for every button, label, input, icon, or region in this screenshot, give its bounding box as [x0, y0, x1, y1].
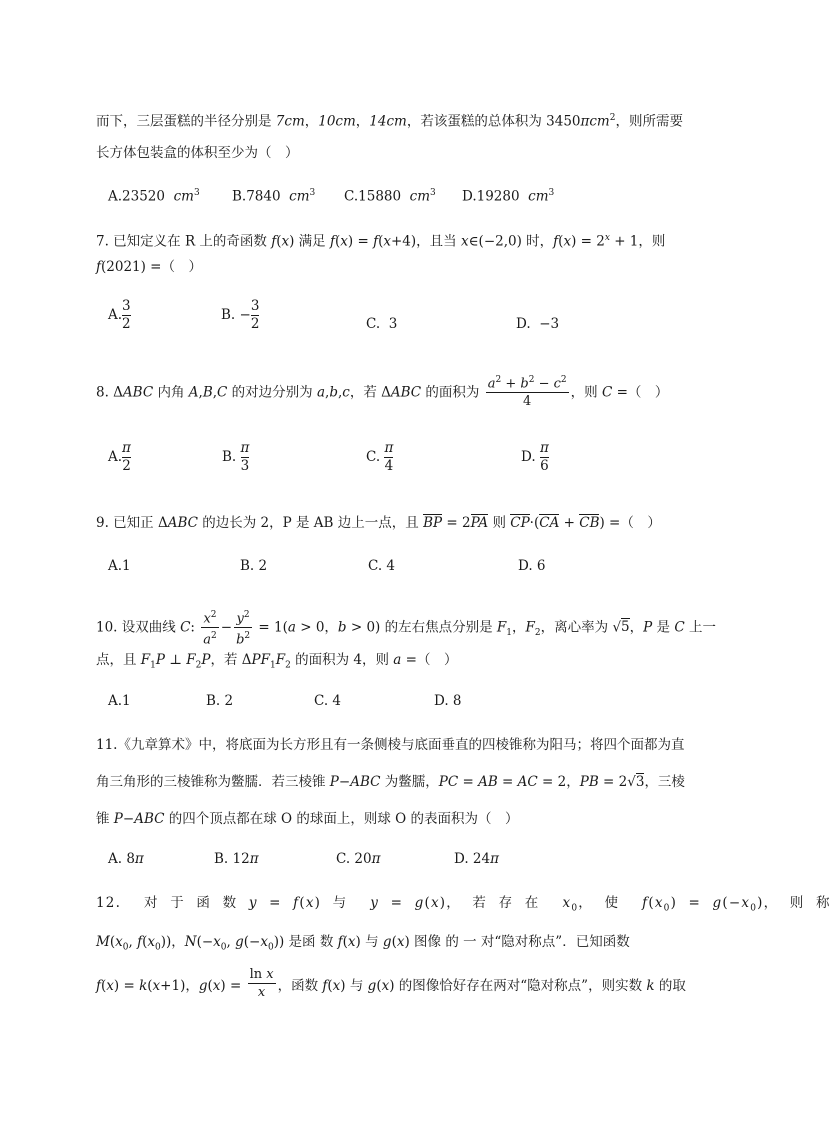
q11-line2: 角三角形的三棱锥称为鳖臑．若三棱锥 P−ABC 为鳖臑，PC = AB = AC = 2，PB = 2√3，三棱: [96, 774, 685, 790]
q6-option-b[interactable]: B.7840 $cm^3$: [232, 188, 316, 205]
q9-stem: 9. 已知正 ΔABC 的边长为 2，P 是 AB 边上一点，且 BP = 2PA 则 CP·(CA + CB) =（ ）: [96, 515, 661, 531]
q11-option-c[interactable]: C. 20π: [336, 851, 381, 867]
q8-option-a[interactable]: A. $\frac{\pi}{2}$: [108, 440, 131, 474]
q7-option-b[interactable]: B. − $\frac{3}{2}$: [221, 298, 260, 332]
q9-option-a[interactable]: A.1: [108, 558, 131, 574]
q6-option-d[interactable]: D.19280 $cm^3$: [462, 188, 555, 205]
q11-option-d[interactable]: D. 24π: [454, 851, 499, 867]
q10-option-b[interactable]: B. 2: [206, 693, 234, 709]
q11-line3: 锥 P−ABC 的四个顶点都在球 O 的球面上，则球 O 的表面积为（ ）: [96, 811, 519, 827]
q6-option-a[interactable]: A.23520 $cm^3$: [108, 188, 200, 205]
q6-line1: 而下，三层蛋糕的半径分别是 7cm，10cm，14cm，若该蛋糕的总体积为 3450πcm$^2$，则所需要: [96, 113, 683, 130]
q8-option-c[interactable]: C. $\frac{\pi}{4}$: [366, 440, 394, 474]
q6-option-c[interactable]: C.15880 $cm^3$: [344, 188, 436, 205]
q10-option-c[interactable]: C. 4: [314, 693, 342, 709]
q7-option-d[interactable]: D. −3: [516, 316, 560, 332]
q8-stem: 8. ΔABC 内角 A,B,C 的对边分别为 a,b,c，若 ΔABC 的面积为 $\frac{a^2 + b^2 - c^2}{4}$ ，则 C =（ ）: [96, 376, 668, 410]
q12-line1: 12. 对 于 函 数 y = f(x) 与 y = g(x)， 若 存 在 $x_0$， 使 $f(x_0) = g(-x_0)$， 则 称: [96, 895, 831, 914]
q11-option-a[interactable]: A. 8π: [108, 851, 144, 867]
q11-option-b[interactable]: B. 12π: [214, 851, 259, 867]
q10-line2: 点，且 $F_1P$ ⊥ $F_2P$，若 $\Delta PF_1F_2$ 的面积为 4，则 a =（ ）: [96, 652, 458, 671]
q12-line2: $M(x_0$, $f(x_0)$)，$N(-x_0$, $g(-x_0)$) 是函 数 f(x) 与 g(x) 图像 的 一 对“隐对称点”．已知函数: [96, 934, 630, 953]
q9-option-d[interactable]: D. 6: [518, 558, 546, 574]
q7-line1: 7. 已知定义在 R 上的奇函数 f(x) 满足 f(x) = f(x+4)，且当 x∈(−2,0) 时，$f(x) = 2^x + 1$，则: [96, 233, 666, 250]
q8-option-b[interactable]: B. $\frac{\pi}{3}$: [222, 440, 250, 474]
q7-line2: f(2021) =（ ）: [96, 259, 202, 275]
q7-option-c[interactable]: C. 3: [366, 316, 398, 332]
q10-option-d[interactable]: D. 8: [434, 693, 462, 709]
q8-option-d[interactable]: D. $\frac{\pi}{6}$: [521, 440, 549, 474]
q9-option-c[interactable]: C. 4: [368, 558, 396, 574]
q10-option-a[interactable]: A.1: [108, 693, 131, 709]
q9-option-b[interactable]: B. 2: [240, 558, 268, 574]
q12-line3: f(x) = k(x+1)，g(x) = $\frac{\text{ln x}}{x}$ ，函数 f(x) 与 g(x) 的图像恰好存在两对“隐对称点”，则实数 k 的取: [96, 967, 686, 1000]
q6-line2: 长方体包装盒的体积至少为（ ）: [96, 145, 299, 161]
q11-line1: 11.《九章算术》中，将底面为长方形且有一条侧棱与底面垂直的四棱锥称为阳马；将四个面都为直: [96, 737, 685, 753]
q7-option-a[interactable]: A. $\frac{3}{2}$: [108, 298, 131, 332]
q10-line1: 10. 设双曲线 C: $\frac{x^2}{a^2}$ − $\frac{y^2}{b^2}$ = 1(a > 0，b > 0) 的左右焦点分别是 $F_1$，$F_2$，离心率为 √5，P 是 C 上一: [96, 607, 716, 649]
